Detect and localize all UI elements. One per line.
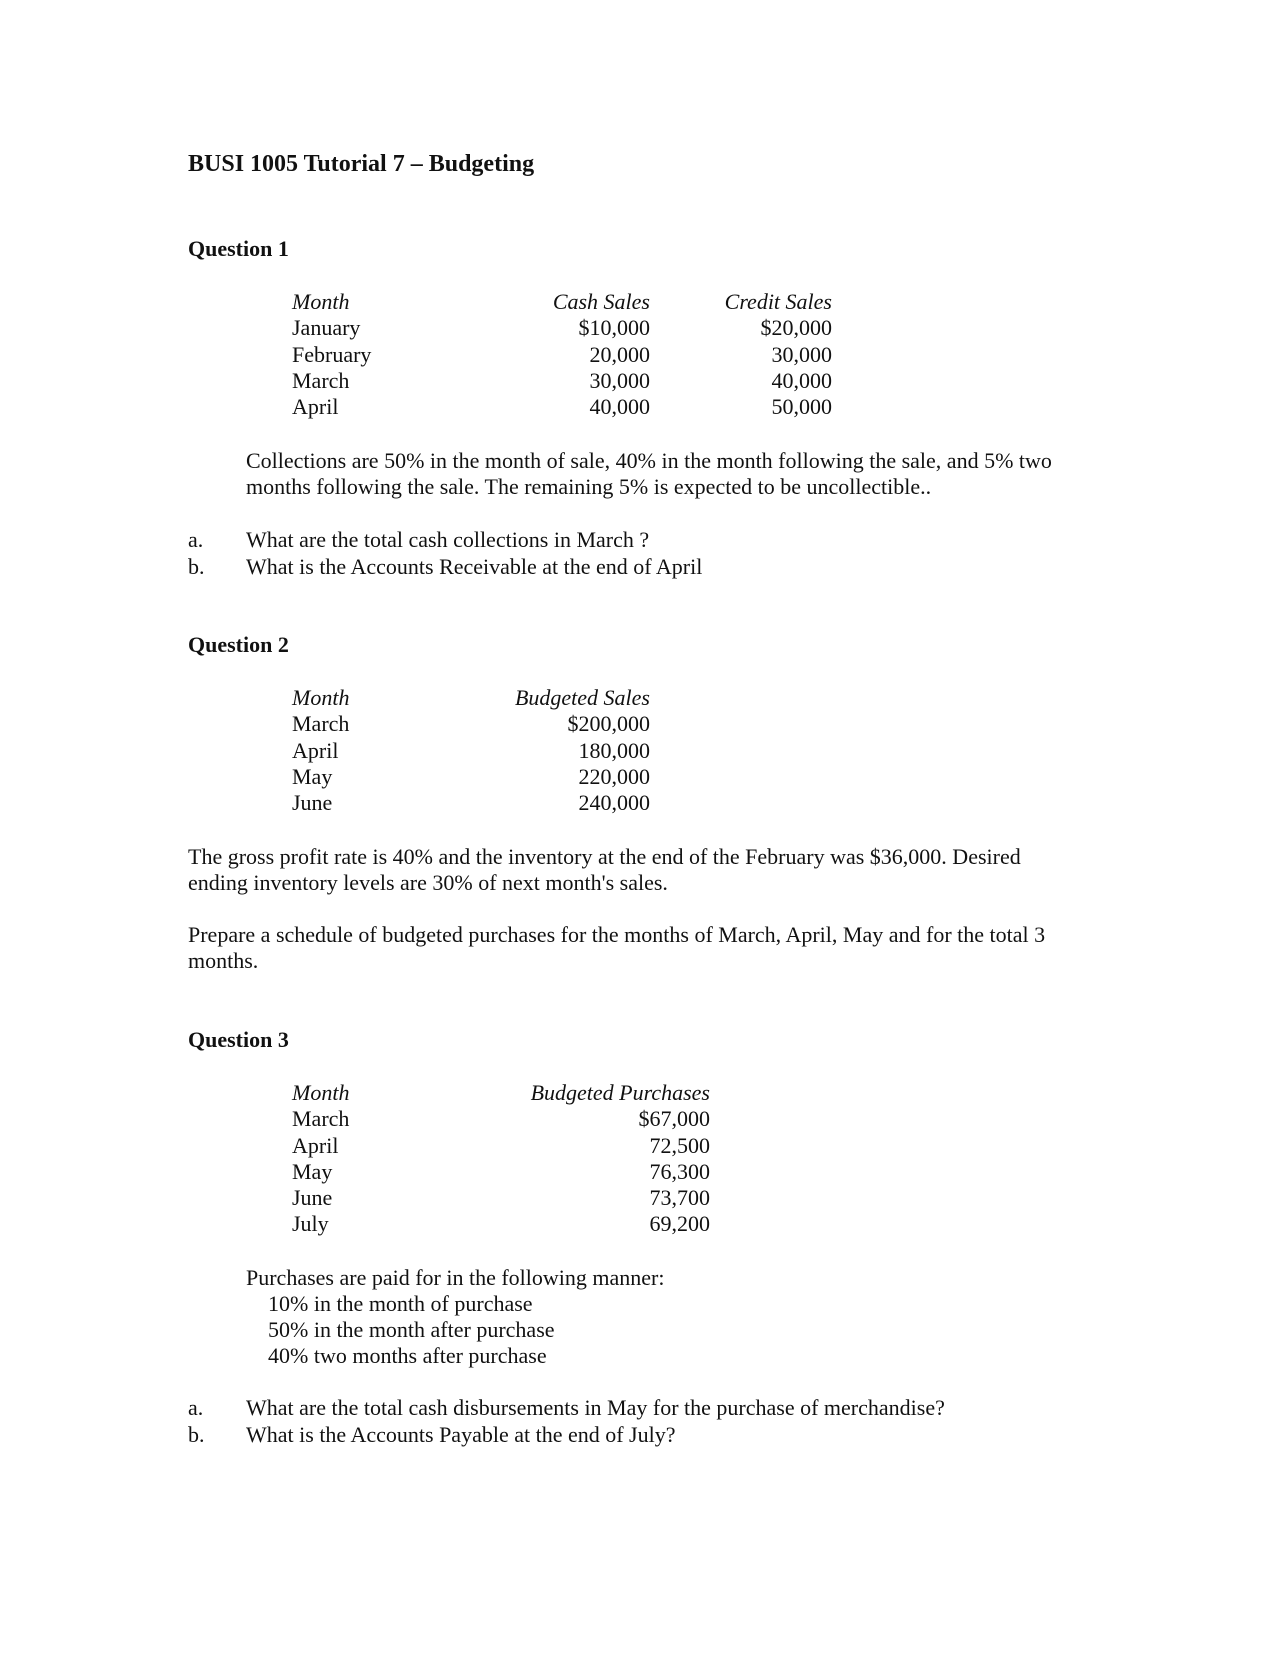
question-2-heading: Question 2 (188, 632, 289, 657)
table-cell: 50,000 (771, 394, 832, 420)
q1-cash-column (480, 289, 650, 420)
table-cell: 240,000 (578, 790, 650, 816)
q3-purchases-column (490, 1080, 710, 1238)
q2-sales-header: Budgeted Sales (514, 685, 650, 710)
q3-purchases-header: Budgeted Purchases (530, 1080, 710, 1105)
list-item: 10% in the month of purchase (268, 1291, 533, 1316)
table-cell: February (292, 341, 372, 367)
paragraph-line: ending inventory levels are 30% of next month's sales. (188, 870, 668, 895)
table-cell: July (292, 1211, 329, 1237)
table-cell: March (292, 1106, 350, 1132)
q3-month-column (292, 1080, 432, 1238)
table-cell: April (292, 737, 339, 763)
q3-question-a: What are the total cash disbursements in May for the purchase of merchandise? (246, 1395, 945, 1420)
table-cell: 69,200 (649, 1211, 710, 1237)
q2-month-column (292, 685, 432, 816)
q1-credit-column (670, 289, 832, 420)
q1-month-column (292, 289, 432, 420)
q1-question-b: What is the Accounts Receivable at the end of April (246, 554, 703, 579)
q1-cash-header: Cash Sales (552, 289, 650, 314)
table-cell: $67,000 (638, 1106, 710, 1132)
q3-payment-terms (246, 1265, 664, 1369)
table-cell: April (292, 394, 339, 420)
q2-month-header: Month (292, 685, 350, 710)
table-cell: March (292, 711, 350, 737)
q1-label-b: b. (188, 554, 205, 579)
q3-label-b: b. (188, 1422, 205, 1447)
paragraph-line: Collections are 50% in the month of sale, 40% in the month following the sale, and 5% two (246, 448, 1052, 473)
table-cell: June (292, 1185, 333, 1211)
question-3-heading: Question 3 (188, 1027, 289, 1052)
table-cell: 72,500 (649, 1132, 710, 1158)
table-cell: April (292, 1132, 339, 1158)
payment-intro: Purchases are paid for in the following manner: (246, 1265, 665, 1290)
table-cell: 30,000 (589, 367, 650, 393)
table-cell: 40,000 (589, 394, 650, 420)
table-cell: 220,000 (578, 763, 650, 789)
table-cell: May (292, 763, 333, 789)
table-cell: 40,000 (771, 367, 832, 393)
q1-question-a: What are the total cash collections in March ? (246, 527, 650, 552)
table-cell: 76,300 (649, 1158, 710, 1184)
q3-month-header: Month (292, 1080, 350, 1105)
q1-label-a: a. (188, 527, 204, 552)
question-1-heading: Question 1 (188, 236, 289, 261)
table-cell: $20,000 (760, 315, 832, 341)
q3-label-a: a. (188, 1395, 204, 1420)
paragraph-line: months following the sale. The remaining 5% is expected to be uncollectible.. (246, 474, 932, 499)
table-cell: $10,000 (578, 315, 650, 341)
paragraph-line: months. (188, 948, 259, 973)
q2-instruction-paragraph (188, 922, 1045, 974)
table-cell: January (292, 315, 361, 341)
table-cell: 180,000 (578, 737, 650, 763)
table-cell: May (292, 1158, 333, 1184)
page-title: BUSI 1005 Tutorial 7 – Budgeting (188, 151, 535, 177)
q1-credit-header: Credit Sales (724, 289, 832, 314)
list-item: 40% two months after purchase (268, 1343, 547, 1368)
table-cell: $200,000 (567, 711, 650, 737)
table-cell: 73,700 (649, 1185, 710, 1211)
q2-inventory-paragraph (188, 844, 1021, 896)
table-cell: June (292, 790, 333, 816)
paragraph-line: Prepare a schedule of budgeted purchases for the months of March, April, May and for the total 3 (188, 922, 1046, 947)
q3-question-b: What is the Accounts Payable at the end of July? (246, 1422, 676, 1447)
list-item: 50% in the month after purchase (268, 1317, 555, 1342)
table-cell: March (292, 367, 350, 393)
q2-sales-column (470, 685, 650, 816)
table-cell: 20,000 (589, 341, 650, 367)
q1-collections-paragraph (246, 448, 1052, 500)
paragraph-line: The gross profit rate is 40% and the inventory at the end of the February was $36,000. Desired (188, 844, 1021, 869)
q1-month-header: Month (292, 289, 350, 314)
table-cell: 30,000 (771, 341, 832, 367)
